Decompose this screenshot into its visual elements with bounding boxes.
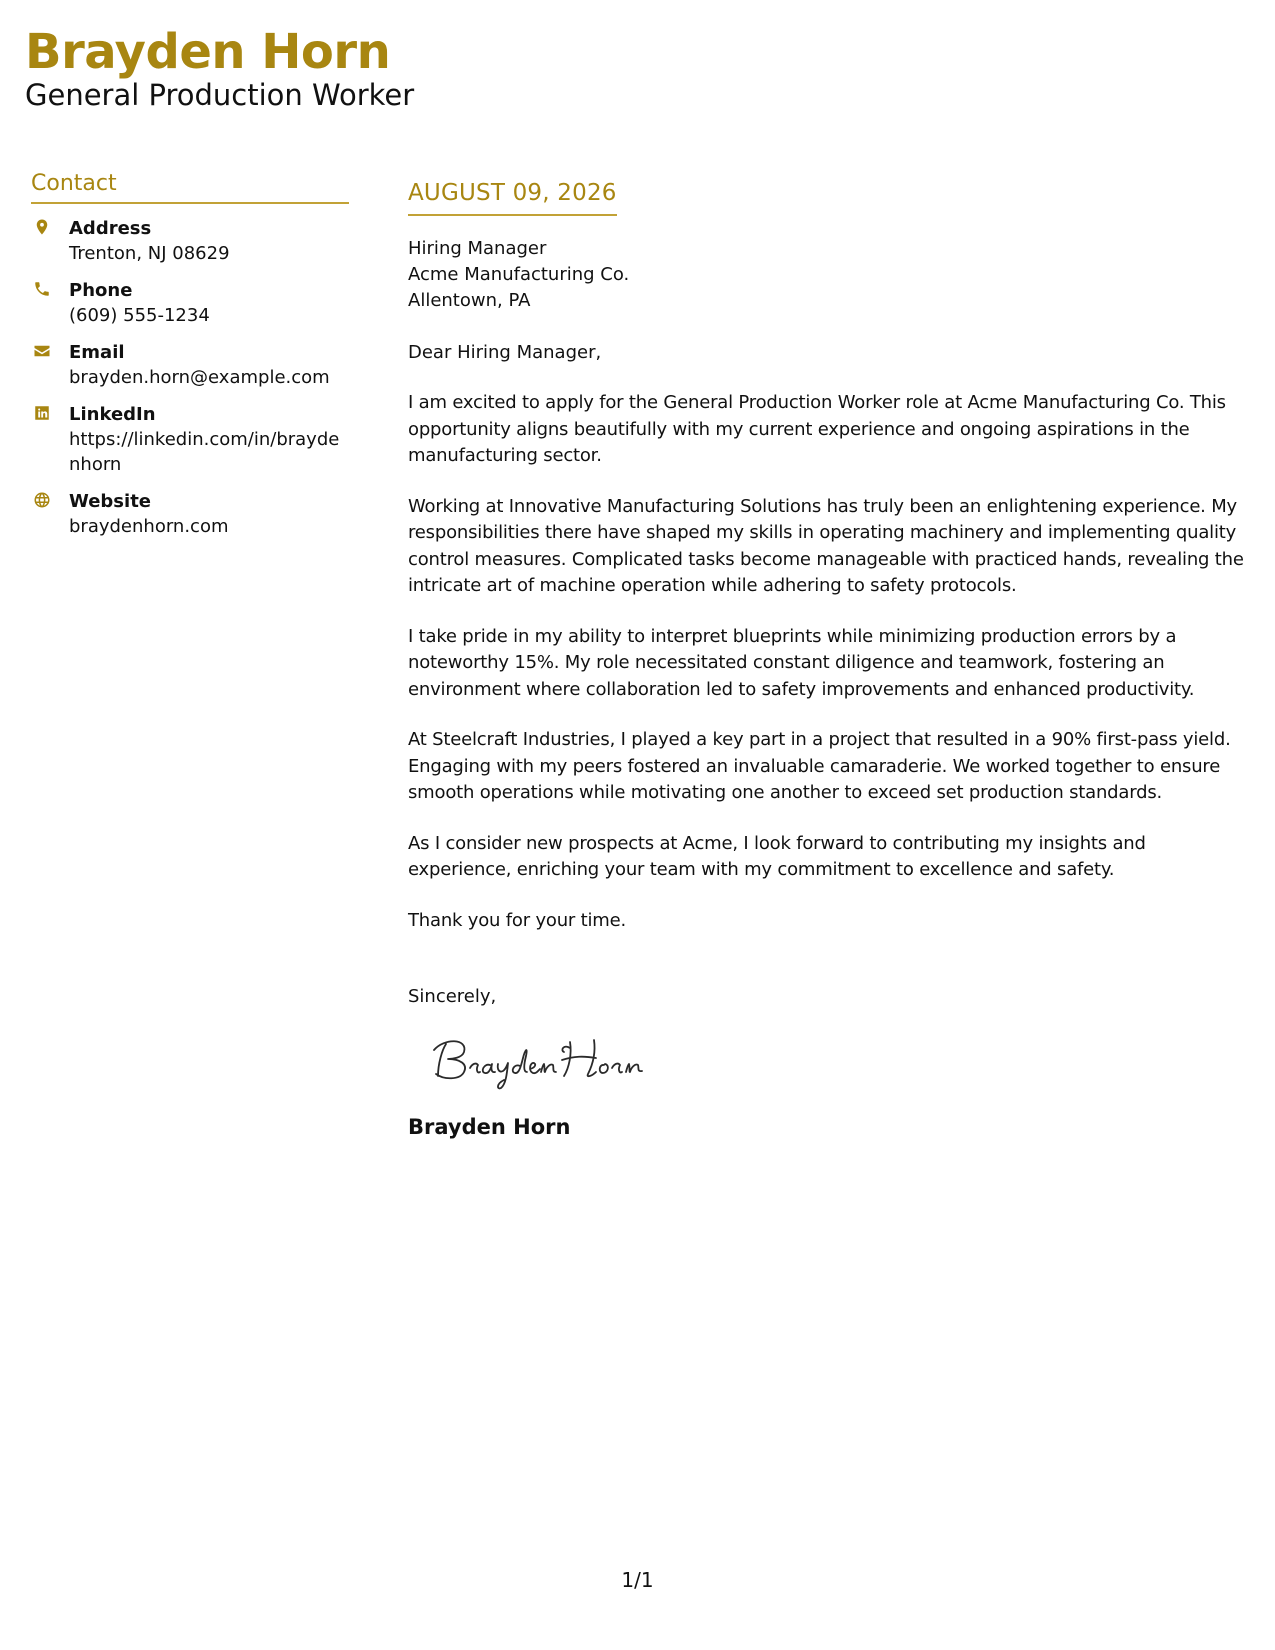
contact-item-phone — [31, 278, 349, 328]
phone-icon — [31, 278, 53, 300]
contact-item-website — [31, 489, 349, 539]
handwritten-signature — [424, 1028, 684, 1098]
letter-body — [408, 178, 1248, 1141]
paragraph: Thank you for your time. — [408, 909, 627, 931]
signer-name: Brayden Horn — [408, 1115, 571, 1139]
envelope-icon — [31, 340, 53, 362]
contact-label: Phone — [69, 280, 133, 301]
sidebar — [31, 170, 349, 551]
email-value[interactable]: brayden.horn@example.com — [69, 367, 330, 388]
paragraph: I am excited to apply for the General Production Worker role at Acme Manufacturing Co. This opportunity aligns beautifully with my current experience and ongoing aspirations in the manufacturing sector. — [408, 392, 1226, 466]
linkedin-icon — [31, 402, 53, 424]
paragraph: At Steelcraft Industries, I played a key part in a project that resulted in a 90% first-pass yield. Engaging with my peers fostered an invaluable camaraderie. We worked together to ensure smooth operations while motivating one another to exceed set production standards. — [408, 729, 1231, 803]
paragraph: Working at Innovative Manufacturing Solutions has truly been an enlightening experience. My responsibilities there have shaped my skills in operating machinery and implementing quality control measures. Complicated tasks become manageable with practiced hands, revealing the intricate art of machine operation while adhering to safety protocols. — [408, 495, 1244, 596]
globe-icon — [31, 489, 53, 511]
contact-item-email — [31, 340, 349, 390]
candidate-name: Brayden Horn — [25, 24, 391, 80]
phone-value: (609) 555-1234 — [69, 305, 210, 326]
contact-label: Website — [69, 491, 152, 512]
contact-item-linkedin — [31, 402, 349, 477]
page-number: 1/1 — [621, 1568, 654, 1592]
salutation: Dear Hiring Manager, — [408, 342, 602, 363]
letter-date: AUGUST 09, 2026 — [408, 178, 617, 216]
recipient-location: Allentown, PA — [408, 290, 531, 311]
header — [25, 22, 414, 112]
recipient-company: Acme Manufacturing Co. — [408, 264, 630, 285]
map-pin-icon — [31, 216, 53, 238]
contact-list — [31, 216, 349, 539]
contact-label: Email — [69, 342, 125, 363]
contact-section-title: Contact — [31, 170, 349, 204]
linkedin-value[interactable]: https://linkedin.com/in/braydenhorn — [69, 429, 340, 475]
website-value[interactable]: braydenhorn.com — [69, 516, 229, 537]
recipient-title: Hiring Manager — [408, 238, 547, 259]
contact-label: Address — [69, 218, 152, 239]
paragraph: As I consider new prospects at Acme, I look forward to contributing my insights and experience, enriching your team with my commitment to excellence and safety. — [408, 832, 1146, 880]
contact-label: LinkedIn — [69, 404, 156, 425]
closing: Sincerely, — [408, 986, 497, 1007]
paragraph: I take pride in my ability to interpret blueprints while minimizing production errors by a noteworthy 15%. My role necessitated constant diligence and teamwork, fostering an environment where collaboration led to safety improvements and enhanced productivity. — [408, 625, 1195, 700]
job-title: General Production Worker — [25, 78, 415, 112]
contact-item-address — [31, 216, 349, 266]
address-value: Trenton, NJ 08629 — [69, 243, 230, 264]
recipient-block — [408, 236, 1248, 314]
